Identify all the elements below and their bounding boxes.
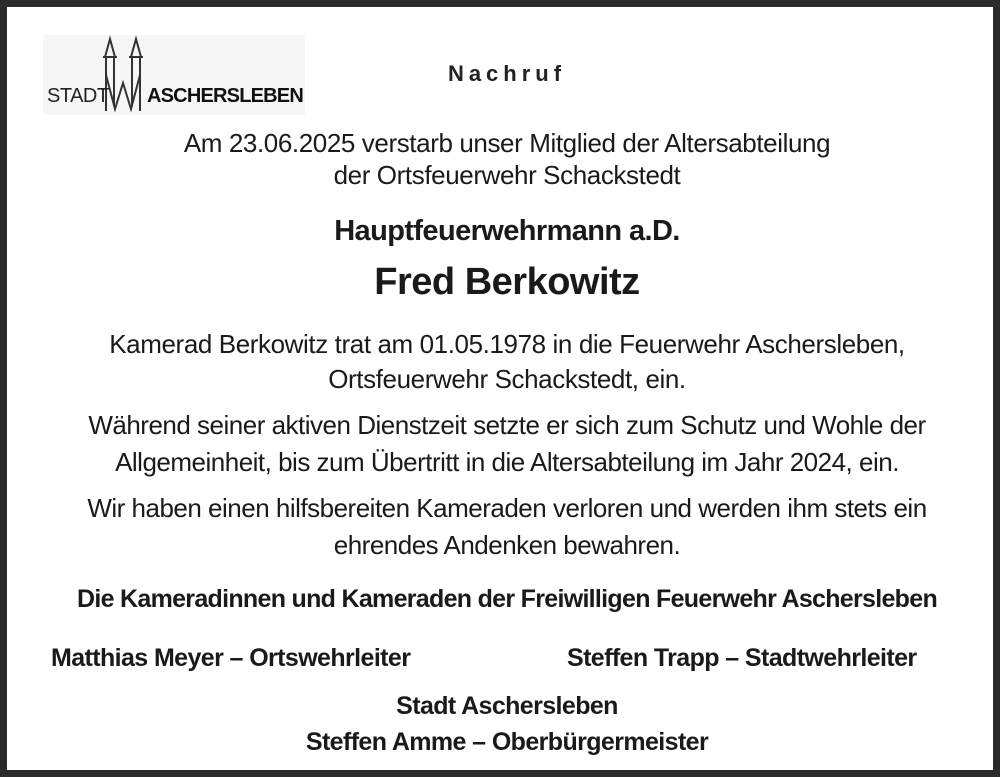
city-signature-block bbox=[27, 688, 987, 760]
remembrance-line-1: Wir haben einen hilfsbereiten Kameraden verloren und werden ihm stets ein bbox=[87, 493, 927, 523]
remembrance-line-2: ehrendes Andenken bewahren. bbox=[333, 530, 681, 560]
city-logo bbox=[43, 35, 305, 115]
city-name: Stadt Aschersleben bbox=[396, 692, 618, 720]
deceased-name: Fred Berkowitz bbox=[374, 261, 640, 303]
service-line-2: Ortsfeuerwehr Schackstedt, ein. bbox=[328, 364, 686, 394]
duty-paragraph bbox=[27, 407, 987, 481]
deceased-rank: Hauptfeuerwehrmann a.D. bbox=[334, 215, 680, 247]
service-line-1: Kamerad Berkowitz trat am 01.05.1978 in die Feuerwehr Aschersleben, bbox=[109, 329, 905, 359]
logo-text-aschersleben: ASCHERSLEBEN bbox=[147, 85, 303, 107]
signature-ortswehrleiter: Matthias Meyer – Ortswehrleiter bbox=[51, 644, 411, 672]
signature-mayor: Steffen Amme – Oberbürgermeister bbox=[305, 728, 709, 756]
intro-line-2: der Ortsfeuerwehr Schackstedt bbox=[333, 160, 681, 190]
service-paragraph bbox=[27, 327, 987, 397]
signoff-text: Die Kameradinnen und Kameraden der Freiwilligen Feuerwehr Aschersleben bbox=[76, 585, 938, 613]
notice-heading: Nachruf bbox=[447, 61, 567, 86]
logo-text-stadt: STADT bbox=[47, 85, 109, 107]
intro-paragraph bbox=[27, 127, 987, 191]
intro-line-1: Am 23.06.2025 verstarb unser Mitglied der Altersabteilung bbox=[183, 128, 831, 158]
duty-line-2: Allgemeinheit, bis zum Übertritt in die Altersabteilung im Jahr 2024, ein. bbox=[115, 447, 899, 477]
signature-stadtwehrleiter: Steffen Trapp – Stadtwehrleiter bbox=[567, 644, 917, 672]
duty-line-1: Während seiner aktiven Dienstzeit setzte er sich zum Schutz und Wohle der bbox=[88, 410, 926, 440]
remembrance-paragraph bbox=[27, 490, 987, 564]
